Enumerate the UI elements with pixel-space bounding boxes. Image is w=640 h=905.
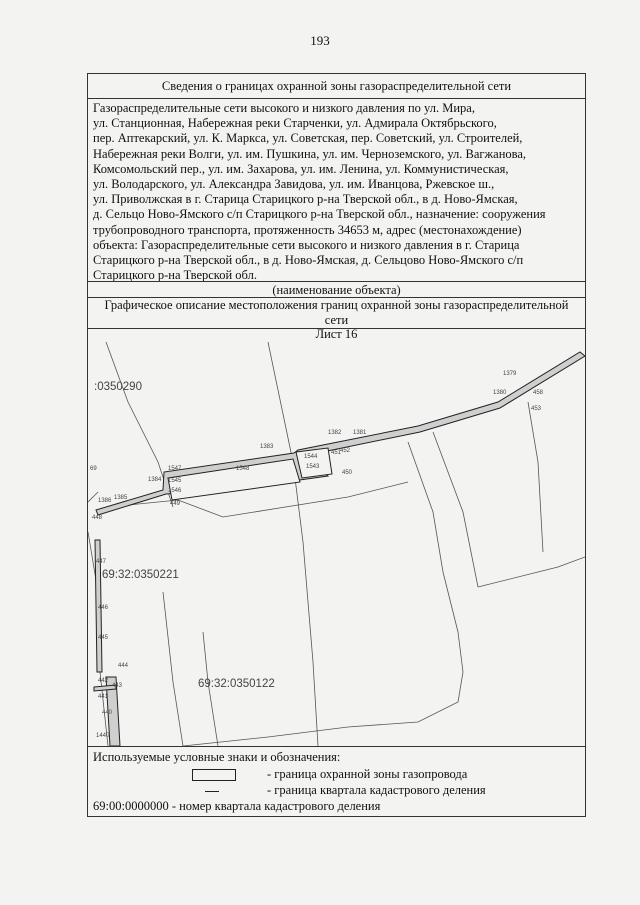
point-label: 1385: [114, 495, 128, 501]
quarter-boundary-line: [88, 492, 98, 502]
protection-zone: [94, 352, 585, 746]
legend-item-label: - граница квартала кадастрового деления: [267, 783, 486, 797]
point-label: 1440: [96, 733, 110, 739]
description-line: ул. Приволжская в г. Старица Старицкого р-на Тверской обл., в д. Ново-Ямская,: [93, 192, 518, 207]
point-label: 446: [98, 605, 109, 611]
point-label: 1386: [98, 498, 112, 504]
point-label: 1383: [260, 444, 274, 450]
point-label: 458: [533, 390, 544, 396]
cadastral-map: [88, 342, 585, 746]
point-label: 453: [531, 406, 542, 412]
description-line: д. Сельцо Ново-Ямского с/п Старицкого р-на Тверской обл., назначение: сооружения: [93, 207, 546, 222]
point-label: 1543: [306, 464, 320, 470]
point-label: 441: [98, 694, 109, 700]
quarter-number: :0350290: [94, 381, 142, 393]
legend: [87, 746, 586, 817]
point-label: 69: [90, 466, 97, 472]
point-label: 1548: [236, 466, 250, 472]
point-label: 440: [102, 710, 113, 716]
quarter-number: 69:32:0350221: [102, 569, 179, 581]
description-line: Старицкого р-на Тверской обл., в д. Ново-Ямская, д. Сельцово Ново-Ямского с/п: [93, 253, 524, 268]
description-line: Старицкого р-на Тверской обл.: [93, 268, 257, 283]
quarter-code-example: 69:00:0000000: [93, 799, 169, 813]
description-line: трубопроводного транспорта, протяженность 34653 м, адрес (местонахождение): [93, 222, 522, 237]
description-line: Газораспределительные сети высокого и низкого давления по ул. Мира,: [93, 101, 475, 115]
point-label: 450: [342, 470, 353, 476]
graphic-description-title: Графическое описание местоположения границ охранной зоны газораспределительной сети: [87, 298, 586, 329]
quarter-boundary-line: [433, 432, 478, 587]
description-line: ул. Станционная, Набережная реки Старченки, ул. Адмирала Октябрьского,: [93, 116, 497, 131]
point-label: 442: [98, 678, 109, 684]
zone-boundary-symbol: [192, 769, 236, 781]
point-label: 443: [112, 683, 123, 689]
point-label: 1380: [493, 390, 507, 396]
point-label: 445: [98, 635, 109, 641]
point-label: 449: [170, 501, 181, 507]
point-label: 1379: [503, 371, 517, 377]
quarter-boundary-symbol: [205, 791, 219, 792]
point-label: 1545: [168, 478, 182, 484]
point-label: 1381: [353, 430, 367, 436]
point-label: 444: [118, 663, 129, 669]
quarter-boundary-line: [528, 402, 543, 552]
section-title: Сведения о границах охранной зоны газораспределительной сети: [87, 73, 586, 99]
point-label: 1546: [168, 488, 182, 494]
point-label: 1384: [148, 477, 162, 483]
point-label: 452: [340, 448, 351, 454]
quarter-boundary-line: [268, 342, 318, 746]
legend-item-label: - граница охранной зоны газопровода: [267, 767, 468, 781]
quarter-boundaries: [88, 342, 585, 746]
sheet-label: Лист 16: [315, 327, 358, 341]
description-line: пер. Аптекарский, ул. К. Маркса, ул. Советская, пер. Советский, ул. Строителей,: [93, 131, 523, 146]
legend-header: Используемые условные знаки и обозначения:: [93, 750, 341, 764]
point-label: 1544: [304, 454, 318, 460]
description-line: ул. Володарского, ул. Александра Завидова, ул. им. Иванцова, Ржевское ш.,: [93, 177, 495, 192]
description-line: объекта: Газораспределительные сети высокого и низкого давления в г. Старица: [93, 237, 520, 252]
quarter-boundary-line: [163, 592, 183, 746]
point-label: 447: [96, 559, 107, 565]
quarter-boundary-line: [478, 557, 585, 587]
legend-item-label: - номер квартала кадастрового деления: [171, 799, 381, 813]
quarter-boundary-line: [408, 442, 463, 672]
legend-item-code: [93, 799, 380, 814]
protection-zone-inner: [296, 448, 332, 478]
point-label: 448: [92, 515, 103, 521]
point-label: 1547: [168, 466, 182, 472]
object-name-label: (наименование объекта): [87, 281, 586, 298]
object-description: [93, 101, 581, 283]
description-line: Набережная реки Волги, ул. им. Пушкина, ул. им. Черноземского, ул. Вагжанова,: [93, 146, 527, 161]
point-label: 451: [331, 450, 342, 456]
quarter-number: 69:32:0350122: [198, 678, 275, 690]
point-label: 1382: [328, 430, 342, 436]
description-line: Комсомольский пер., ул. им. Захарова, ул. им. Ленина, ул. Коммунистическая,: [93, 161, 509, 176]
page-number: 193: [310, 33, 330, 48]
